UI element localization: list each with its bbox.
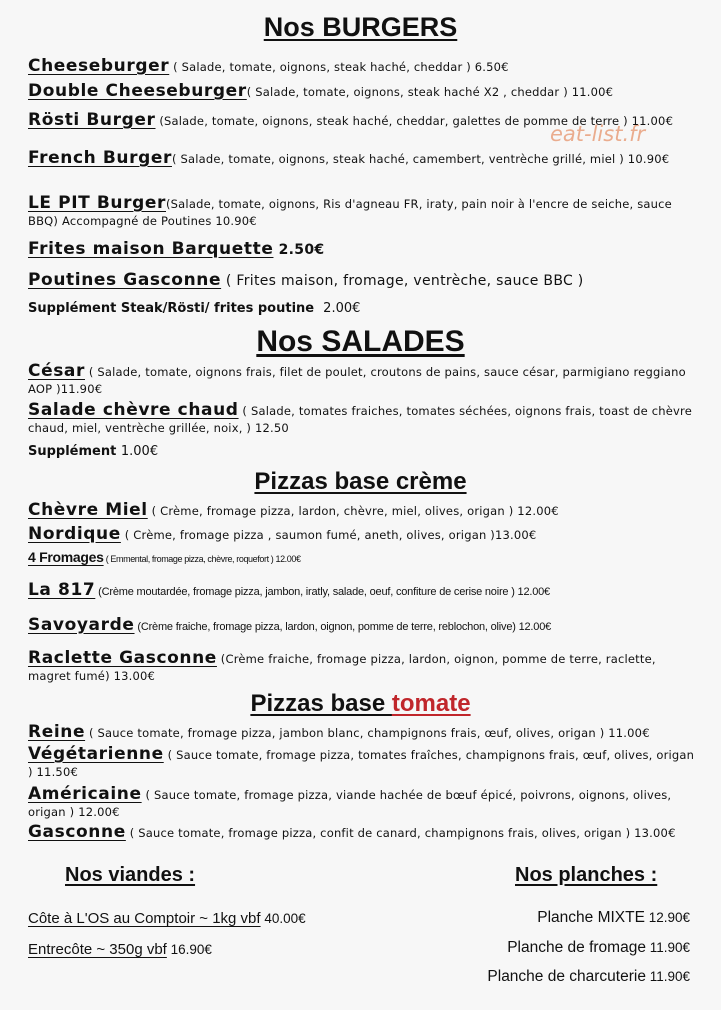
item-name: Cheeseburger — [28, 56, 170, 76]
viande-price: 16.90€ — [166, 942, 212, 957]
item-desc: ( Crème, fromage pizza , saumon fumé, aneth, olives, origan )13.00€ — [120, 528, 537, 542]
planche-name: Planche de fromage — [507, 939, 646, 956]
menu-item — [28, 241, 696, 258]
item-desc: (Crème fraiche, fromage pizza, lardon, oignon, pomme de terre, raclette, magret fumé) 13.00€ — [28, 652, 656, 683]
menu-item — [28, 724, 696, 741]
section-title-planches: Nos planches : — [515, 864, 658, 886]
section-title-burgers: Nos BURGERS — [263, 12, 458, 42]
section-title-pizzas-creme: Pizzas base crème — [254, 468, 467, 495]
item-desc: ( Sauce tomate, fromage pizza, viande hachée de bœuf épicé, poivrons, oignons, olives, origan ) 12.00€ — [28, 788, 672, 819]
item-desc: ( Sauce tomate, fromage pizza, confit de canard, champignons frais, olives, origan ) 13.00€ — [125, 826, 676, 840]
menu-item — [28, 112, 696, 129]
menu-item — [28, 617, 696, 635]
item-desc: ( Crème, fromage pizza, lardon, chèvre, miel, olives, origan ) 12.00€ — [147, 504, 559, 518]
item-name: Gasconne — [28, 822, 126, 842]
item-name: Végétarienne — [28, 744, 164, 764]
item-name: Chèvre Miel — [28, 500, 148, 520]
item-name: Poutines Gasconne — [28, 270, 222, 290]
item-desc: ( Salade, tomate, oignons, steak haché, camembert, ventrèche grillé, miel ) 10.90€ — [171, 152, 670, 166]
supplement-price: 2.00€ — [323, 301, 361, 316]
menu-item — [28, 83, 696, 100]
menu-item — [28, 272, 696, 289]
menu-item — [28, 502, 696, 519]
section-title-salades: Nos SALADES — [256, 325, 465, 358]
viande-name: Côte à L'OS au Comptoir ~ 1kg vbf — [28, 910, 261, 927]
item-name: LE PIT Burger — [28, 193, 166, 213]
planche-name: Planche de charcuterie — [487, 968, 646, 985]
planche-price: 11.90€ — [645, 969, 690, 984]
supplement-line — [28, 301, 696, 317]
item-name: César — [28, 361, 85, 381]
planche-item — [537, 909, 690, 927]
item-name: French Burger — [28, 148, 172, 168]
viande-item — [28, 941, 212, 958]
supplement-line — [28, 444, 696, 460]
section-title-viandes: Nos viandes : — [65, 864, 196, 886]
menu-item — [28, 824, 696, 841]
item-name: La 817 — [28, 580, 96, 600]
supplement-price: 1.00€ — [120, 444, 159, 459]
item-desc: ( Salade, tomate, oignons frais, filet de poulet, croutons de pains, sauce césar, parmigiano reggiano AOP )11.90€ — [28, 365, 686, 396]
item-desc: (Crème fraiche, fromage pizza, lardon, oignon, pomme de terre, reblochon, olive) 12.00€ — [134, 621, 552, 633]
supplement-label: Supplément — [28, 444, 117, 459]
menu-item — [28, 363, 696, 397]
planche-name: Planche MIXTE — [537, 909, 645, 926]
item-name: Nordique — [28, 524, 121, 544]
menu-item — [28, 526, 696, 543]
supplement-label: Supplément Steak/Rösti/ frites poutine — [28, 301, 315, 316]
item-price: 2.50€ — [273, 242, 325, 258]
item-name: Frites maison Barquette — [28, 239, 274, 259]
tomate-highlight: tomate — [391, 690, 471, 717]
viande-item — [28, 910, 306, 927]
menu-item — [28, 150, 696, 167]
item-name: Reine — [28, 722, 86, 742]
item-desc: ( Salade, tomates fraiches, tomates séchées, oignons frais, toast de chèvre chaud, miel, ventrèche grillée, noix, ) 12.50 — [28, 404, 692, 435]
item-name: Savoyarde — [28, 615, 135, 635]
item-desc: (Salade, tomate, oignons, Ris d'agneau FR, iraty, pain noir à l'encre de seiche, sauce BBQ) Accompagné de Poutines 10.90€ — [28, 197, 672, 228]
planche-item — [487, 968, 690, 986]
item-name: Double Cheeseburger — [28, 81, 247, 101]
menu-item — [28, 402, 696, 436]
menu-item — [28, 549, 696, 567]
item-name: Salade chèvre chaud — [28, 400, 239, 420]
planche-price: 12.90€ — [644, 910, 690, 925]
menu-item — [28, 195, 696, 229]
menu-item — [28, 58, 696, 75]
item-name: Américaine — [28, 784, 142, 804]
item-name: Rösti Burger — [28, 110, 156, 130]
planche-item — [507, 939, 690, 957]
menu-item — [28, 746, 696, 780]
item-desc: ( Emmental, fromage pizza, chèvre, roquefort ) 12.00€ — [103, 554, 301, 564]
menu-item — [28, 650, 696, 684]
item-desc: ( Frites maison, fromage, ventrèche, sauce BBC ) — [221, 273, 584, 289]
viande-name: Entrecôte ~ 350g vbf — [28, 941, 167, 958]
item-desc: (Crème moutardée, fromage pizza, jambon, iratly, salade, oeuf, confiture de cerise noire ) 12.00€ — [95, 586, 550, 598]
watermark: eat-list.fr — [550, 122, 646, 146]
item-desc: ( Sauce tomate, fromage pizza, jambon blanc, champignons frais, œuf, olives, origan ) 11.00€ — [85, 726, 650, 740]
item-desc: ( Salade, tomate, oignons, steak haché X2 , cheddar ) 11.00€ — [246, 85, 614, 99]
item-desc: ( Sauce tomate, fromage pizza, tomates fraîches, champignons frais, œuf, olives, origan ) 11.50€ — [28, 748, 695, 779]
item-desc: ( Salade, tomate, oignons, steak haché, cheddar ) 6.50€ — [169, 60, 509, 74]
menu-item — [28, 786, 696, 820]
viande-price: 40.00€ — [260, 911, 306, 926]
menu-item — [28, 582, 696, 600]
item-desc: (Salade, tomate, oignons, steak haché, cheddar, galettes de pomme de terre ) 11.00€ — [155, 114, 674, 128]
section-title-pizzas-tomate: Pizzas base tomate — [250, 690, 471, 717]
planche-price: 11.90€ — [645, 940, 690, 955]
item-name: 4 Fromages — [28, 549, 104, 565]
item-name: Raclette Gasconne — [28, 648, 217, 668]
